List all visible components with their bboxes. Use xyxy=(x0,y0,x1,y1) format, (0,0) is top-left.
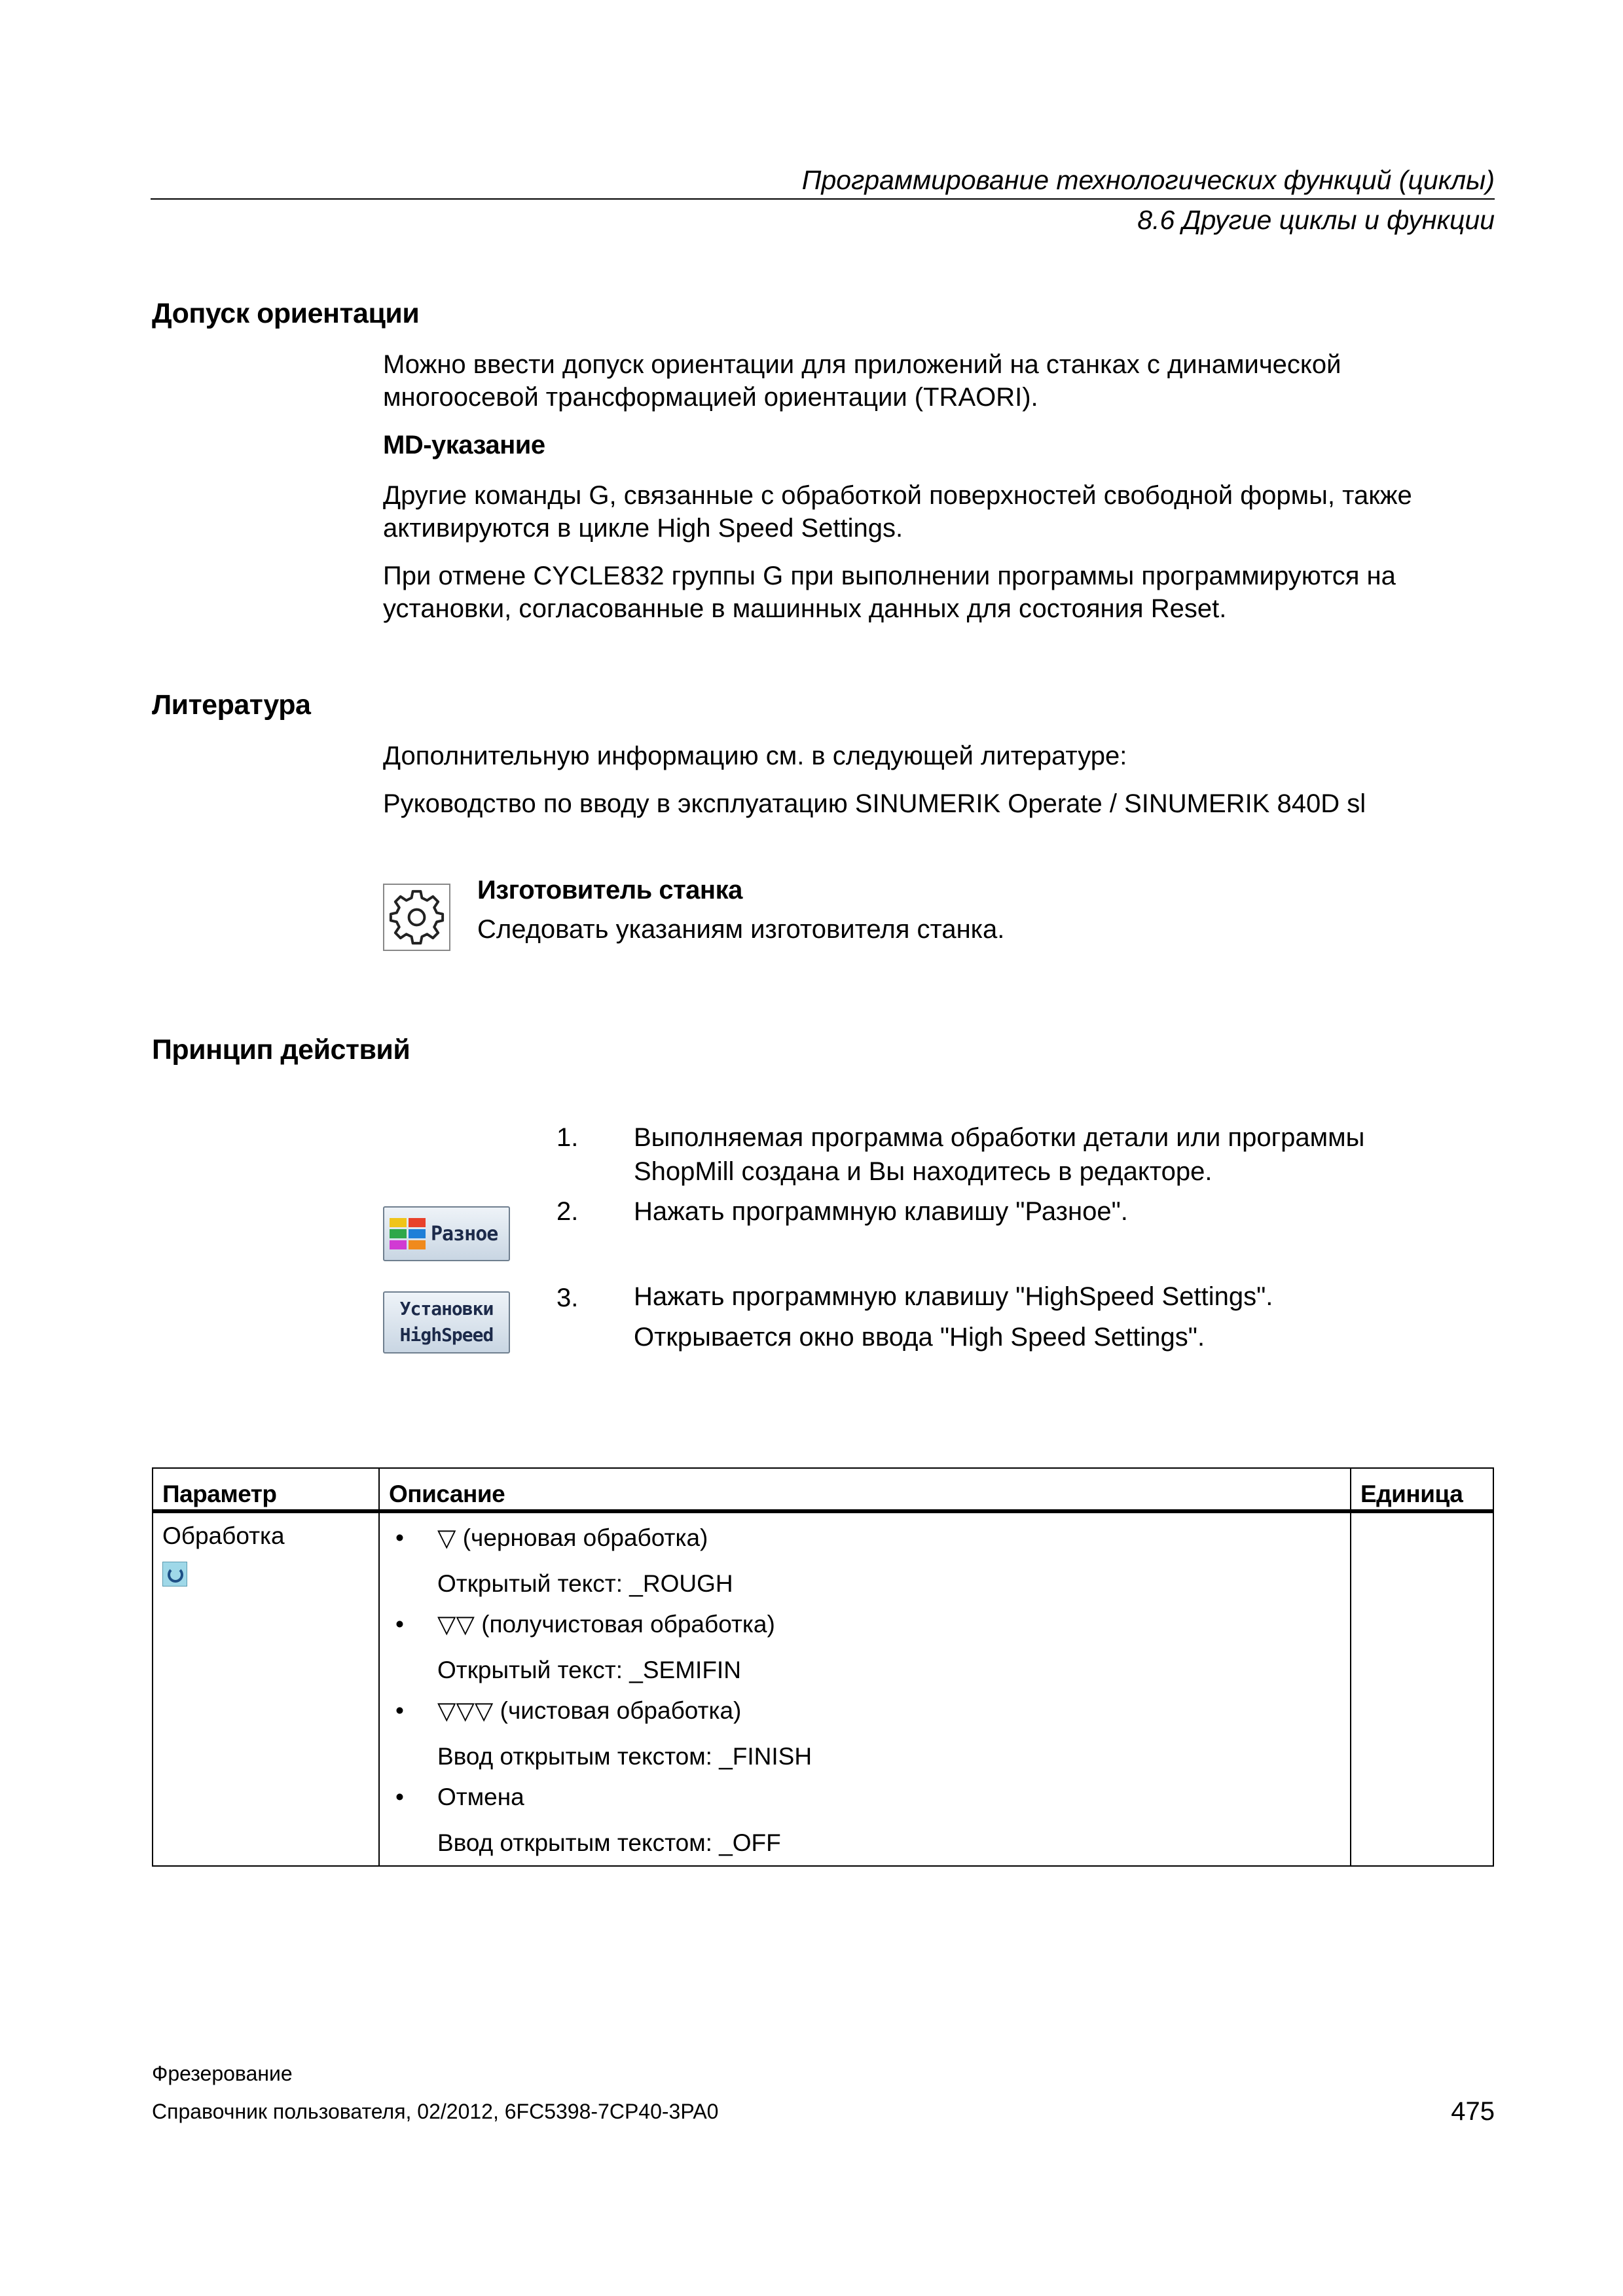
heading-procedure: Принцип действий xyxy=(152,1034,410,1066)
color-block xyxy=(409,1229,426,1238)
md-note-heading: MD-указание xyxy=(383,431,545,459)
option-plain-text: Ввод открытым текстом: _OFF xyxy=(437,1829,781,1856)
machining-cycle-icon xyxy=(162,1562,187,1587)
step-number: 3. xyxy=(556,1283,579,1312)
orientation-tolerance-text xyxy=(383,348,1509,414)
color-block xyxy=(390,1229,407,1238)
parameter-table xyxy=(152,1467,1494,1867)
column-header-description: Описание xyxy=(379,1468,1351,1511)
bullet: • xyxy=(395,1524,404,1551)
option-label: ▽ (черновая обработка) xyxy=(437,1524,708,1551)
softkey-label-line-1: Установки xyxy=(399,1298,494,1319)
step-text xyxy=(634,1280,1273,1354)
description-cell xyxy=(379,1511,1351,1866)
text-line: установки, согласованные в машинных данных для состояния Reset. xyxy=(383,594,1227,623)
softkey-label-line-2: HighSpeed xyxy=(399,1324,494,1346)
step-number: 1. xyxy=(556,1123,579,1152)
table-header-row xyxy=(153,1468,1493,1511)
color-block xyxy=(390,1240,407,1249)
manufacturer-note-title: Изготовитель станка xyxy=(477,876,742,905)
manufacturer-note-text: Следовать указаниям изготовителя станка. xyxy=(477,915,1005,944)
heading-literature: Литература xyxy=(152,689,311,721)
option-label: ▽▽ (получистовая обработка) xyxy=(437,1611,775,1638)
option-item xyxy=(389,1609,1342,1640)
running-header-section: 8.6 Другие циклы и функции xyxy=(1137,205,1495,235)
text-line: ShopMill создана и Вы находитесь в редакторе. xyxy=(634,1157,1213,1186)
text-line: активируются в цикле High Speed Settings. xyxy=(383,514,903,543)
softkey-label: Разное xyxy=(431,1222,498,1246)
option-label: Отмена xyxy=(437,1784,524,1810)
page-number: 475 xyxy=(1451,2097,1495,2126)
text-line: Нажать программную клавишу "HighSpeed Settings". xyxy=(634,1282,1273,1311)
bullet: • xyxy=(395,1697,404,1724)
table-row xyxy=(153,1511,1493,1866)
text-line: При отмене CYCLE832 группы G при выполнении программы программируются на xyxy=(383,562,1396,590)
step-text xyxy=(634,1121,1364,1189)
running-header-chapter: Программирование технологических функций (циклы) xyxy=(801,165,1495,195)
column-header-parameter: Параметр xyxy=(153,1468,379,1511)
column-header-unit: Единица xyxy=(1351,1468,1493,1511)
step-number: 2. xyxy=(556,1197,579,1226)
bullet: • xyxy=(395,1611,404,1638)
literature-line-2: Руководство по вводу в эксплуатацию SINUMERIK Operate / SINUMERIK 840D sl xyxy=(383,789,1366,818)
option-item xyxy=(389,1782,1342,1813)
step-text: Нажать программную клавишу "Разное". xyxy=(634,1197,1128,1226)
text-line: Можно ввести допуск ориентации для приложений на станках с динамической xyxy=(383,350,1341,379)
bullet: • xyxy=(395,1784,404,1810)
option-plain-text: Открытый текст: _ROUGH xyxy=(437,1570,733,1597)
softkey-raznoe[interactable] xyxy=(383,1206,510,1261)
color-block xyxy=(409,1240,426,1249)
option-item xyxy=(389,1522,1342,1554)
param-cell xyxy=(153,1511,379,1866)
param-name: Обработка xyxy=(162,1522,285,1549)
color-block xyxy=(409,1218,426,1227)
text-line: многоосевой трансформацией ориентации (TRAORI). xyxy=(383,383,1038,412)
text-line: Выполняемая программа обработки детали или программы xyxy=(634,1123,1365,1152)
option-item xyxy=(389,1695,1342,1727)
color-block xyxy=(390,1218,407,1227)
unit-cell xyxy=(1351,1511,1493,1866)
reset-note-text xyxy=(383,560,1509,625)
option-plain-text: Ввод открытым текстом: _FINISH xyxy=(437,1743,812,1770)
literature-line-1: Дополнительную информацию см. в следующей литературе: xyxy=(383,742,1127,770)
option-label: ▽▽▽ (чистовая обработка) xyxy=(437,1697,742,1724)
footer-product: Фрезерование xyxy=(152,2062,293,2085)
md-note-text xyxy=(383,479,1509,545)
footer-document: Справочник пользователя, 02/2012, 6FC5398-7CP40-3PA0 xyxy=(152,2100,719,2123)
gear-icon xyxy=(383,884,450,951)
softkey-highspeed-settings[interactable] xyxy=(383,1291,510,1354)
color-blocks-icon xyxy=(390,1218,426,1249)
heading-orientation-tolerance: Допуск ориентации xyxy=(152,298,420,329)
header-rule xyxy=(151,198,1495,200)
text-line: Открывается окно ввода "High Speed Settings". xyxy=(634,1323,1205,1352)
option-plain-text: Открытый текст: _SEMIFIN xyxy=(437,1657,741,1683)
text-line: Другие команды G, связанные с обработкой поверхностей свободной формы, также xyxy=(383,481,1412,510)
